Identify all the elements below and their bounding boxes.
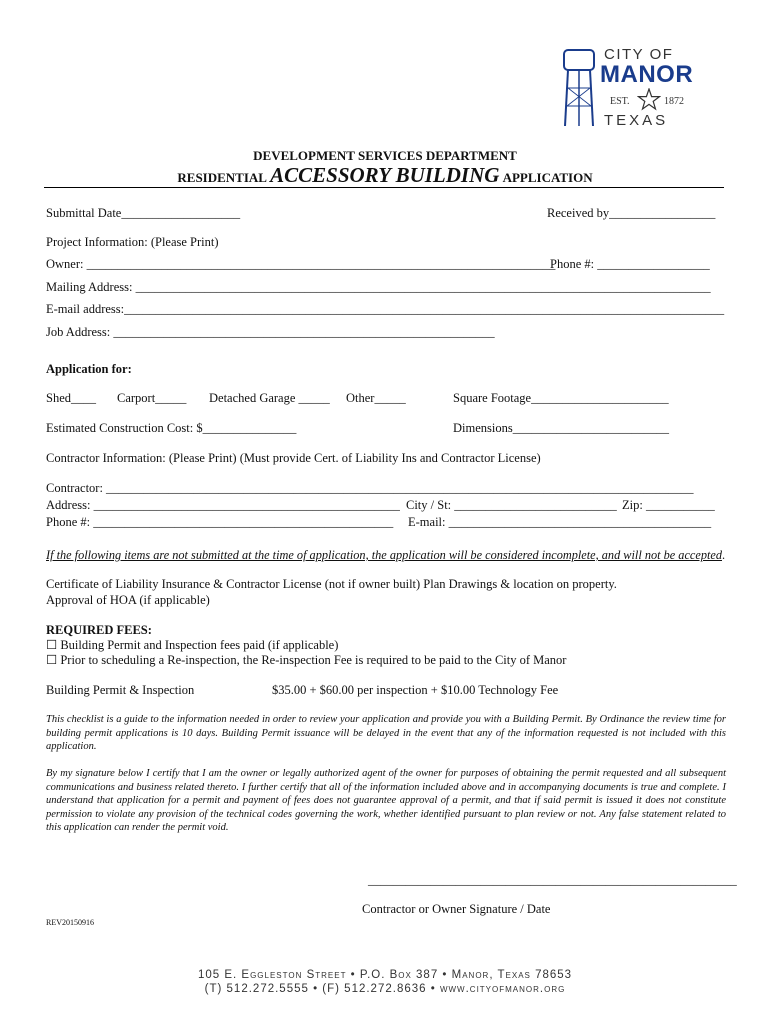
contractor-city-field[interactable]: City / St: __________________________: [406, 498, 617, 512]
contractor-field[interactable]: Contractor: ______________________________________________________________________________________________: [46, 481, 694, 495]
logo-year: 1872: [664, 96, 684, 107]
project-info-label: Project Information: (Please Print): [46, 235, 219, 249]
certification-paragraph: By my signature below I certify that I am the owner or legally authorized agent of the owner for purposes of obtaining the permit requested and all subsequent communications and business related thereto. I further certify that all of the information included above and in accompanying documents is true and complete. I understand that application for a permit and payment of fees does not guarantee approval of a permit, and that if said permit is issued it does not constitute permission to violate any provision of the technical codes governing the work, whether identified pursuant to plan review or not. Any false statement related to this application can render the permit void.: [46, 768, 726, 833]
department-heading: DEVELOPMENT SERVICES DEPARTMENT: [253, 148, 517, 163]
notice-period: .: [722, 548, 726, 562]
mailing-address-field[interactable]: Mailing Address: ____________________________________________________________________________________________: [46, 280, 711, 294]
contractor-email-field[interactable]: E-mail: __________________________________________: [408, 515, 712, 529]
signature-line[interactable]: ___________________________________________________________: [368, 873, 737, 887]
fee-checkbox-reinspection[interactable]: ☐ Prior to scheduling a Re-inspection, the Re-inspection Fee is required to be paid to the City of Manor: [46, 653, 567, 667]
revision-code: REV20150916: [46, 918, 94, 927]
dimensions-field[interactable]: Dimensions_________________________: [453, 421, 669, 435]
title-prefix: RESIDENTIAL: [177, 170, 267, 185]
carport-field[interactable]: Carport_____: [117, 391, 187, 405]
logo-manor: MANOR: [600, 61, 694, 88]
incomplete-notice: [46, 548, 725, 563]
title-main: ACCESSORY BUILDING: [270, 163, 500, 187]
checklist-paragraph: This checklist is a guide to the information needed in order to review your application and provide you with a Building Permit. By Ordinance the review time for building permit applications is 10 days. Building Permit issuance will be delayed in the event that any of the information requested is not included with this application.: [46, 714, 726, 752]
other-field[interactable]: Other_____: [346, 391, 406, 405]
job-address-field[interactable]: Job Address: _____________________________________________________________: [46, 325, 495, 339]
requirements-line-2: Approval of HOA (if applicable): [46, 593, 210, 607]
fee-checkbox-permit[interactable]: ☐ Building Permit and Inspection fees paid (if applicable): [46, 638, 339, 652]
application-for-heading: Application for:: [46, 362, 132, 376]
required-fees-heading: REQUIRED FEES:: [46, 623, 152, 637]
footer-address: 105 E. Eggleston Street • P.O. Box 387 • Manor, Texas 78653: [197, 969, 573, 981]
detached-garage-field[interactable]: Detached Garage _____: [209, 391, 330, 405]
received-by-field[interactable]: Received by_________________: [547, 206, 716, 220]
contractor-phone-field[interactable]: Phone #: ________________________________________________: [46, 515, 394, 529]
estimated-cost-field[interactable]: Estimated Construction Cost: $_______________: [46, 421, 297, 435]
logo-city-of: CITY OF: [604, 46, 674, 63]
permit-inspection-label: Building Permit & Inspection: [46, 683, 195, 697]
header-divider: [44, 187, 724, 188]
signature-label: Contractor or Owner Signature / Date: [362, 902, 551, 916]
contractor-zip-field[interactable]: Zip: ___________: [622, 498, 715, 512]
contractor-address-field[interactable]: Address: _________________________________________________: [46, 498, 400, 512]
footer-contact: (T) 512.272.5555 • (F) 512.272.8636 • www.cityofmanor.org: [204, 983, 566, 995]
submittal-date-field[interactable]: Submittal Date___________________: [46, 206, 241, 220]
permit-inspection-fee: $35.00 + $60.00 per inspection + $10.00 Technology Fee: [272, 683, 559, 697]
title-suffix: APPLICATION: [502, 170, 593, 185]
notice-text: If the following items are not submitted at the time of application, the application will be considered incomplete, and will not be accepted: [46, 548, 722, 562]
requirements-line-1: Certificate of Liability Insurance & Contractor License (not if owner built) Plan Drawings & location on property.: [46, 577, 617, 591]
star-icon: [637, 88, 661, 112]
email-address-field[interactable]: E-mail address:________________________________________________________________________________________________: [46, 302, 725, 316]
contractor-info-label: Contractor Information: (Please Print) (Must provide Cert. of Liability Ins and Contractor License): [46, 451, 541, 465]
square-footage-field[interactable]: Square Footage______________________: [453, 391, 669, 405]
logo-texas: TEXAS: [604, 112, 669, 129]
logo-est: EST.: [610, 96, 630, 107]
owner-phone-field[interactable]: Phone #: __________________: [550, 257, 710, 271]
owner-field[interactable]: Owner: ___________________________________________________________________________: [46, 257, 556, 271]
shed-field[interactable]: Shed____: [46, 391, 96, 405]
form-title: [0, 163, 770, 188]
water-tower-icon: [562, 48, 596, 128]
